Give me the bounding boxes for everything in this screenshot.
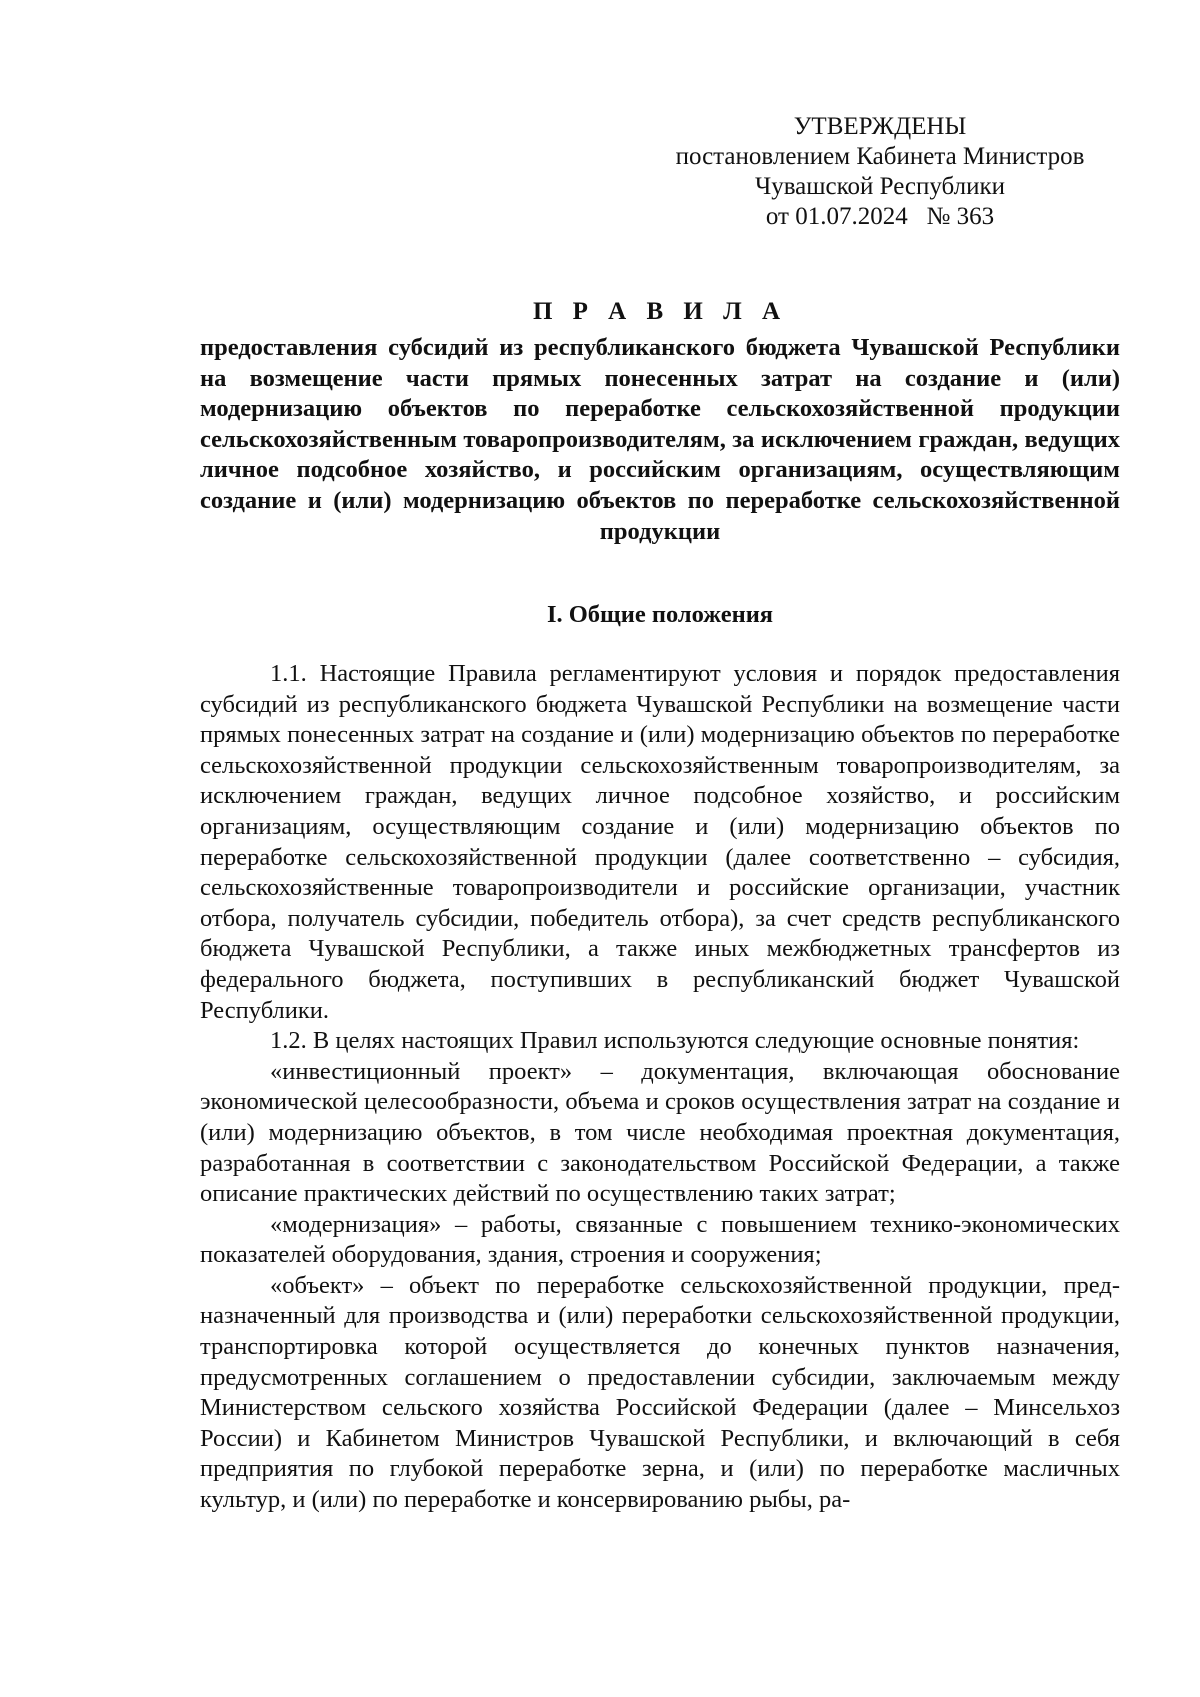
section-body (200, 659, 1120, 1516)
document-subtitle: предоставления субсидий из республиканского бюджета Чувашской Республики на возмещение части прямых понесенных затрат на создание и (или) модернизацию объектов по переработке сельскохозяйственной продукции сельскохозяйственным товаропроизводителям, за исключением граждан, ведущих личное подсобное хозяйство, и российским организациям, осуществляющим создание и (или) модернизацию объектов по переработке сельскохозяйственной продукции (200, 334, 1120, 545)
paragraph-1-1: 1.1. Настоящие Правила регламентируют условия и порядок предоставления субсидий из республиканского бюджета Чувашской Республики на возмещение части прямых понесенных затрат на создание и (или) модернизацию объектов по переработке сельскохозяйственной продукции сельскохозяйственным товаропроизводителям, за исключением граждан, ведущих личное подсобное хозяйство, и российским организациям, осуществляющим создание и (или) модернизацию объектов по переработке сельскохозяйственной продукции (далее соответственно – субсидия, сельскохозяйственные товаропроизводители и российские организации, участник отбора, получатель субсидии, победитель отбора), за счет средств республиканского бюджета Чувашской Республики, а также иных межбюджетных трансфертов из федерального бюджета, поступивших в республиканский бюджет Чувашской Республики. (200, 660, 1120, 1024)
approval-line-decree: постановлением Кабинета Министров (675, 143, 1085, 170)
approval-stamp (640, 112, 1120, 232)
section-heading: I. Общие положения (546, 601, 774, 628)
approval-title: УТВЕРЖДЕНЫ (793, 113, 967, 140)
document-title: П Р А В И Л А (532, 298, 788, 325)
approval-line-date-number: от 01.07.2024 № 363 (765, 203, 995, 230)
definition-investment-project: «инвестиционный проект» – документация, включающая обоснование экономической целесообразности, объема и сроков осуществления затрат на создание и (или) модернизацию объектов, в том числе необходимая проектная документация, разработанная в соответствии с законодательством Российской Федерации, а также описание практических действий по осуществлению таких затрат; (200, 1057, 1120, 1208)
paragraph-1-2: 1.2. В целях настоящих Правил используются следующие основные понятия: (270, 1027, 1080, 1055)
approval-line-republic: Чувашской Республики (754, 173, 1006, 200)
document-title-block (200, 297, 1120, 547)
definition-object: «объект» – объект по переработке сельскохозяйственной продукции, предназначенный для производства и (или) переработки сельскохозяйственной продукции, транспортировка которой осуществляется до конечных пунктов назначения, предусмотренных соглашением о предоставлении субсидии, заключаемым между Министерством сельского хозяйства Российской Федерации (далее – Минсельхоз России) и Кабинетом Министров Чувашской Республики, и включающий в себя предприятия по глубокой переработке зерна, и (или) по переработке масличных культур, и (или) по переработке и консервированию рыбы, ра- (200, 1271, 1120, 1514)
definition-modernization: «модернизация» – работы, связанные с повышением технико-экономических показателей оборудования, здания, строения и сооружения; (200, 1210, 1120, 1269)
